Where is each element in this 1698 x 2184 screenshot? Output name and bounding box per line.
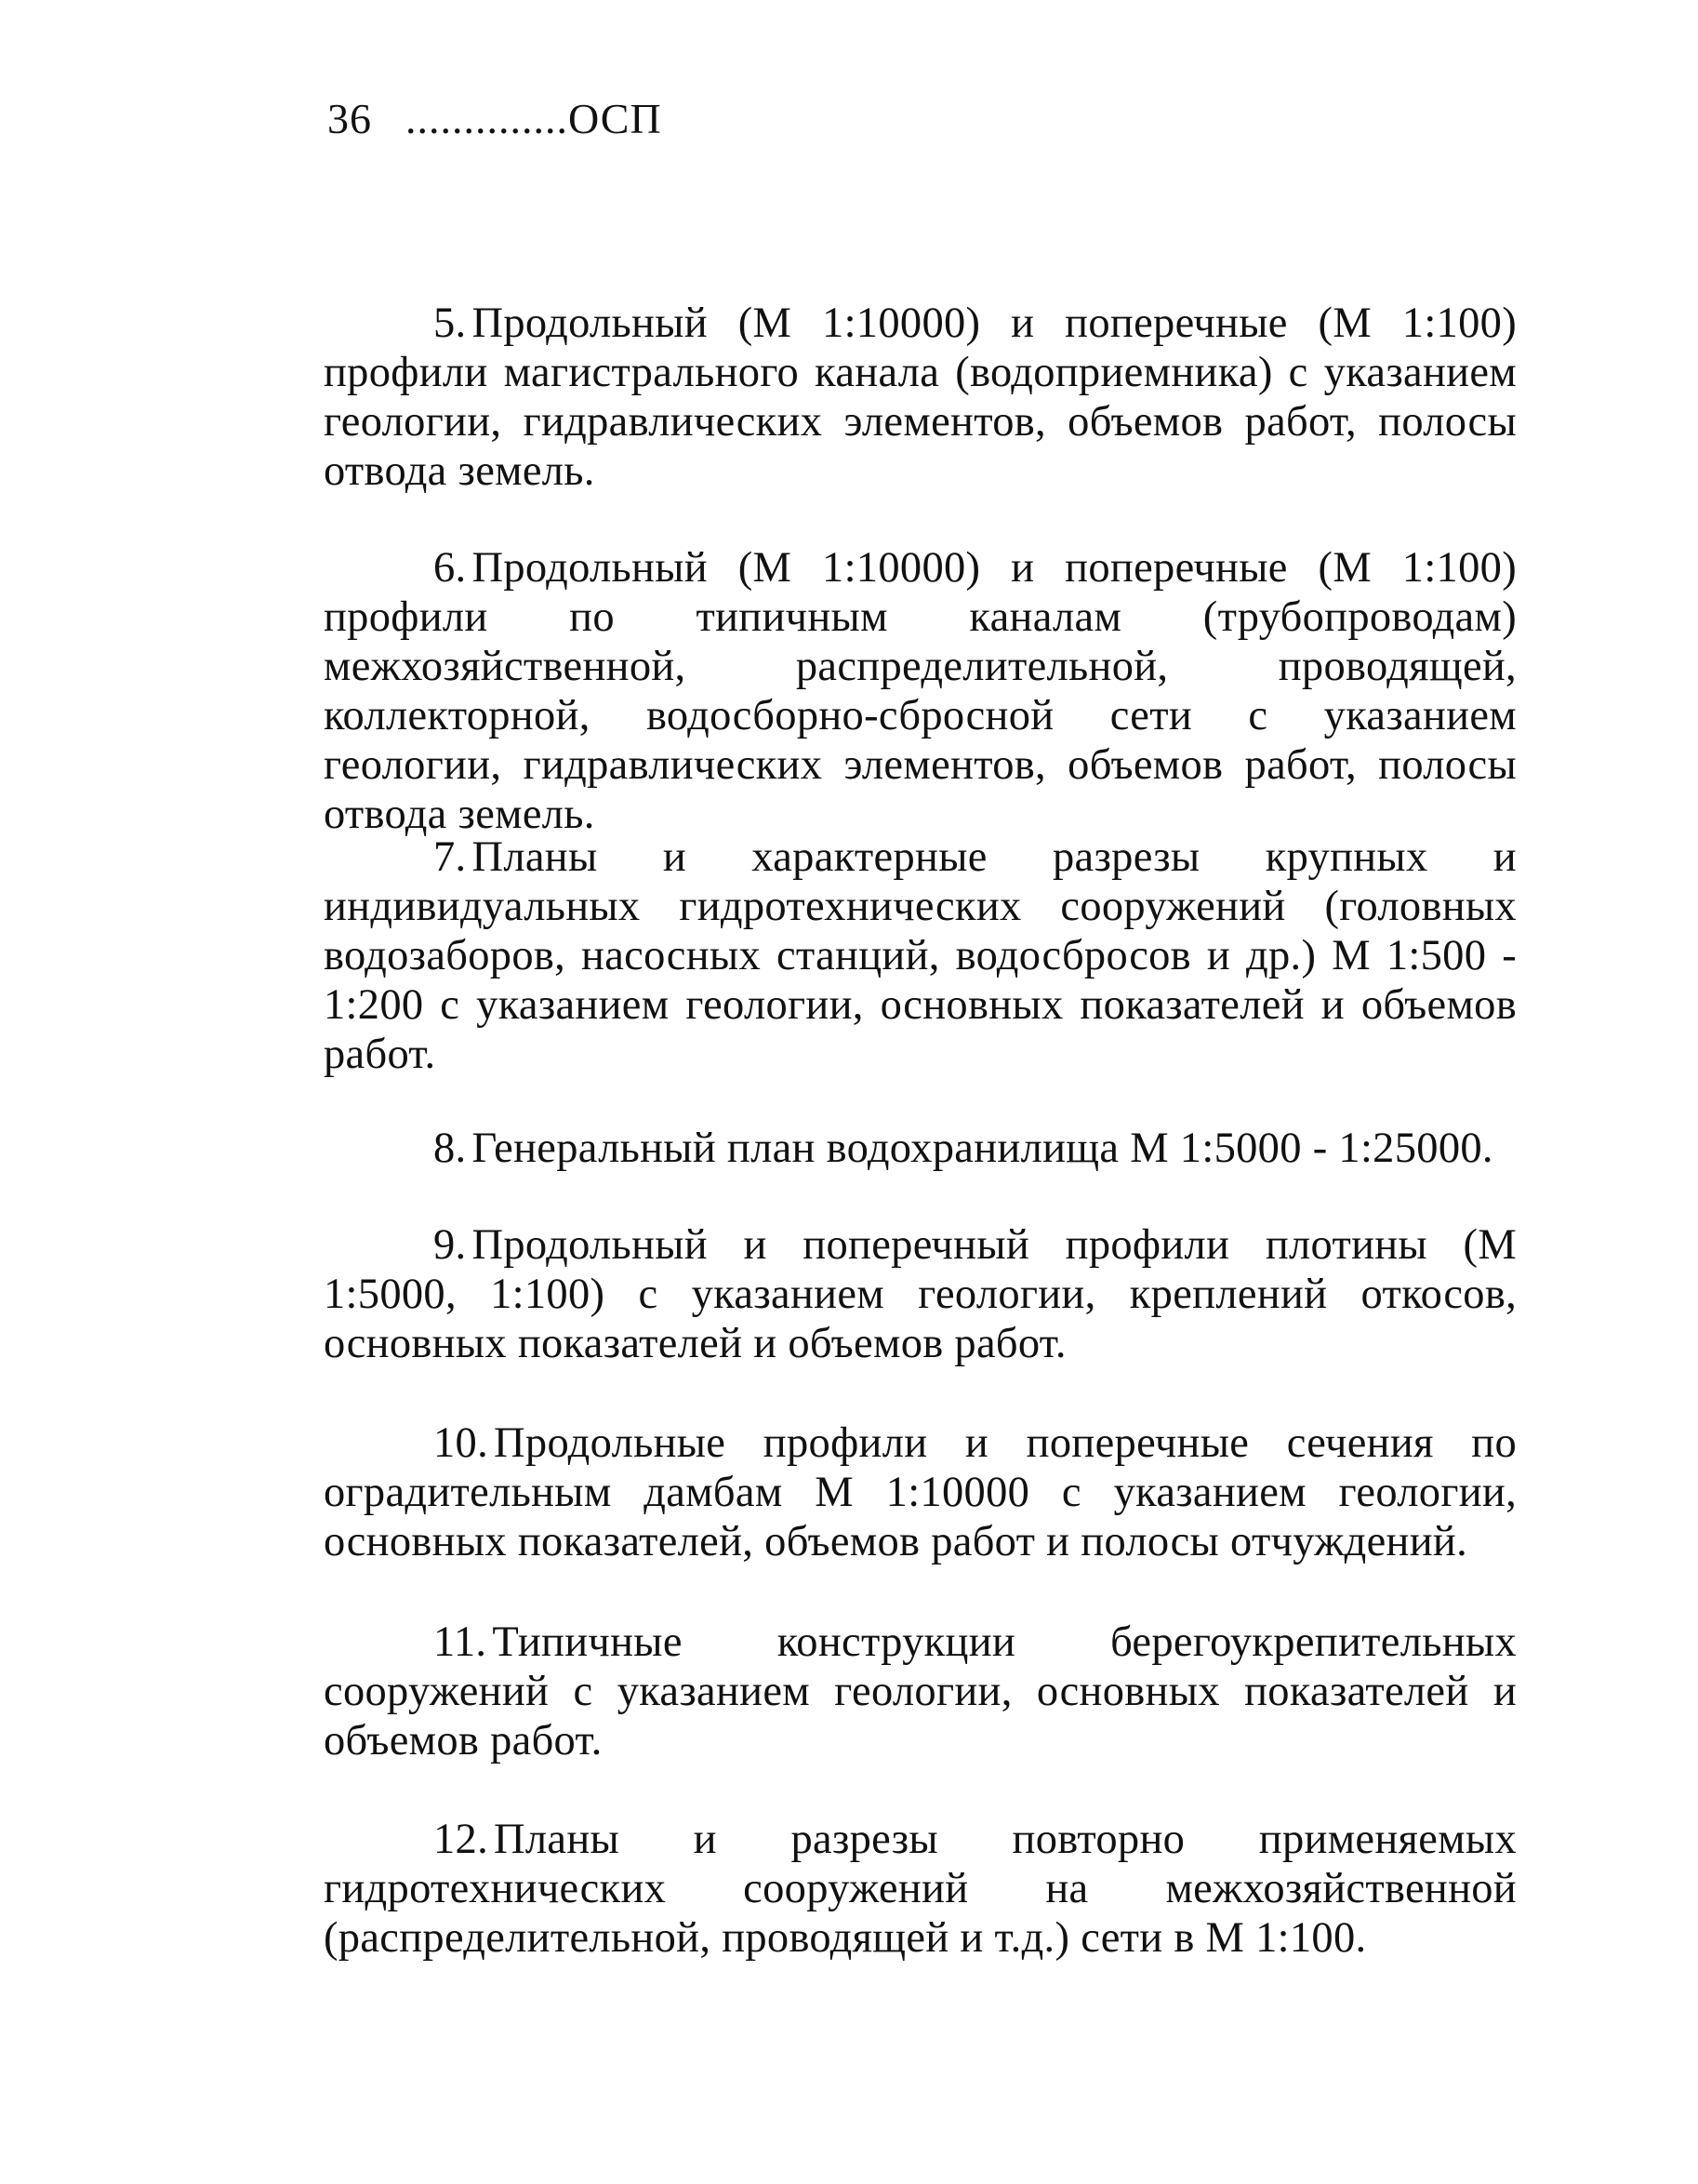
item-text: Генеральный план водохранилища М 1:5000 - 1:25000. [471, 1124, 1493, 1172]
list-item-11 [324, 1618, 1517, 1765]
page-header [327, 91, 662, 147]
item-text: Типичные конструкции берегоукрепительных сооружений с указанием геологии, основных показателей и объемов работ. [324, 1618, 1517, 1765]
list-item-9 [324, 1220, 1517, 1368]
list-item-8 [324, 1124, 1517, 1173]
list-item-12 [324, 1815, 1517, 1963]
item-number: 9. [433, 1220, 467, 1269]
item-text: Продольные профили и поперечные сечения по оградительным дамбам М 1:10000 с указанием геологии, основных показателей, объемов работ и полосы отчуждений. [324, 1418, 1517, 1565]
item-number: 11. [433, 1618, 487, 1666]
item-text: Продольный и поперечный профили плотины (М 1:5000, 1:100) с указанием геологии, креплений откосов, основных показателей и объемов работ. [324, 1220, 1517, 1367]
page-number: 36 [327, 95, 372, 142]
item-number: 6. [433, 543, 467, 592]
list-item-7 [324, 832, 1517, 1079]
list-item-6 [324, 543, 1517, 839]
item-number: 12. [433, 1815, 489, 1863]
item-number: 5. [433, 299, 467, 347]
item-number: 8. [433, 1124, 467, 1172]
list-item-5 [324, 299, 1517, 496]
item-text: Планы и характерные разрезы крупных и индивидуальных гидротехнических сооружений (головных водозаборов, насосных станций, водосбросов и др.) М 1:500 - 1:200 с указанием геологии, основных показателей и объемов работ. [324, 832, 1517, 1078]
item-number: 10. [433, 1418, 489, 1467]
list-item-10 [324, 1418, 1517, 1566]
running-title: ..............ОСП [405, 95, 662, 142]
item-text: Продольный (М 1:10000) и поперечные (М 1:100) профили магистрального канала (водоприемника) с указанием геологии, гидравлических элементов, объемов работ, полосы отвода земель. [324, 299, 1517, 495]
item-text: Планы и разрезы повторно применяемых гидротехнических сооружений на межхозяйственной (распределительной, проводящей и т.д.) сети в М 1:100. [324, 1815, 1517, 1962]
item-number: 7. [433, 832, 467, 881]
item-text: Продольный (М 1:10000) и поперечные (М 1:100) профили по типичным каналам (трубопроводам) межхозяйственной, распределительной, проводящей, коллекторной, водосборно-сбросной сети с указанием геологии, гидравлических элементов, объемов работ, полосы отвода земель. [324, 543, 1517, 838]
